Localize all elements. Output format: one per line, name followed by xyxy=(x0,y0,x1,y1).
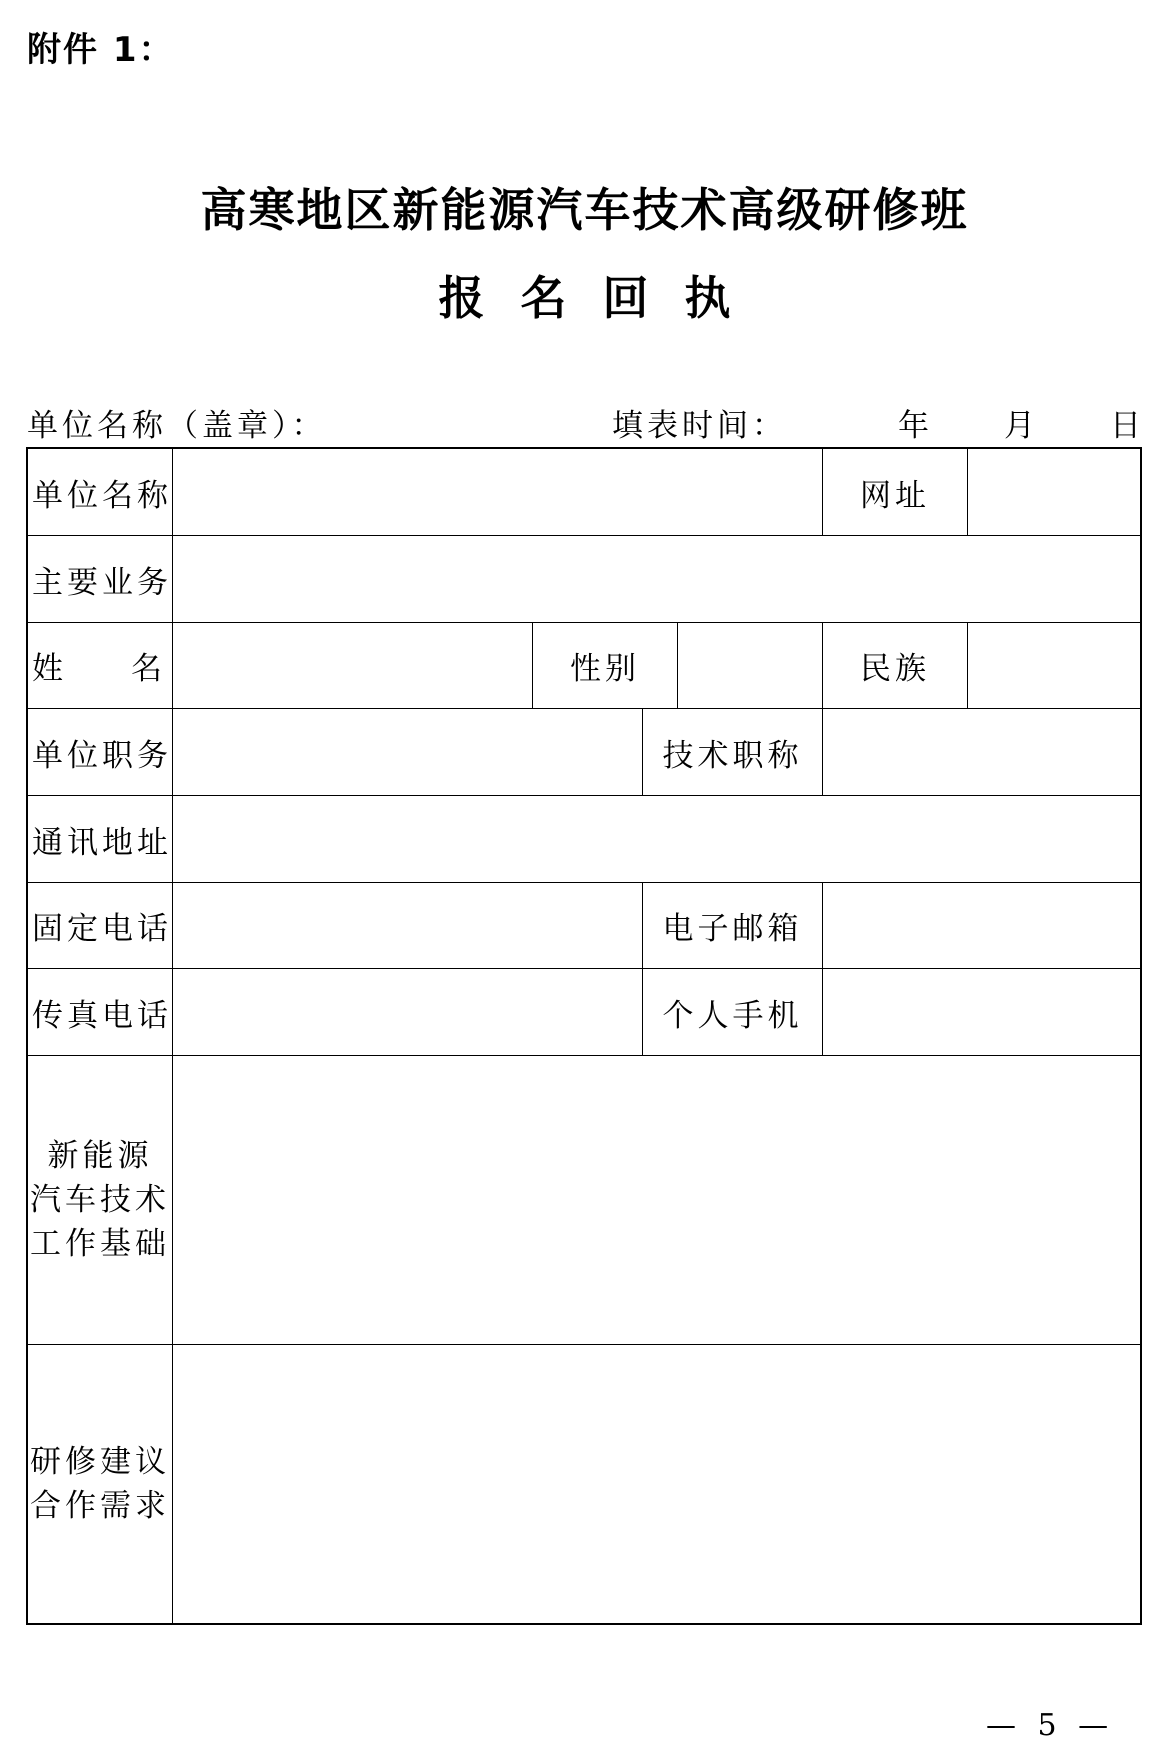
suggestions-label xyxy=(28,1345,173,1623)
position-label: 单位职务 xyxy=(28,709,173,796)
year-label: 年 xyxy=(898,408,933,444)
website-field[interactable] xyxy=(968,449,1140,536)
landline-field[interactable] xyxy=(173,883,643,969)
month-label: 月 xyxy=(1004,408,1039,444)
document-title: 高寒地区新能源汽车技术高级研修班 xyxy=(200,183,969,237)
unit-name-field[interactable] xyxy=(173,449,823,536)
suggestions-line1: 研修建议 xyxy=(30,1444,170,1480)
registration-form-table xyxy=(26,447,1142,1625)
nev-basis-field[interactable] xyxy=(173,1056,1140,1345)
ethnicity-label: 民族 xyxy=(823,623,968,709)
name-label-char2: 名 xyxy=(131,651,166,687)
day-label: 日 xyxy=(1110,408,1145,444)
page-number: — 5 — xyxy=(986,1708,1115,1743)
position-field[interactable] xyxy=(173,709,643,796)
unit-seal-label: 单位名称（盖章）： xyxy=(27,408,327,444)
nev-basis-line2: 汽车技术 xyxy=(30,1182,170,1218)
mobile-label: 个人手机 xyxy=(643,969,823,1056)
landline-label: 固定电话 xyxy=(28,883,173,969)
fill-time-label: 填表时间： xyxy=(612,408,787,444)
tech-title-label: 技术职称 xyxy=(643,709,823,796)
name-label-char1: 姓 xyxy=(32,651,67,687)
tech-title-field[interactable] xyxy=(823,709,1140,796)
fax-field[interactable] xyxy=(173,969,643,1056)
unit-name-label: 单位名称 xyxy=(28,449,173,536)
nev-basis-line3: 工作基础 xyxy=(30,1226,170,1262)
nev-basis-label xyxy=(28,1056,173,1345)
document-subtitle: 报名回执 xyxy=(438,271,767,325)
address-label: 通讯地址 xyxy=(28,796,173,883)
name-label xyxy=(28,623,173,709)
address-field[interactable] xyxy=(173,796,1140,883)
suggestions-field[interactable] xyxy=(173,1345,1140,1623)
name-field[interactable] xyxy=(173,623,533,709)
main-business-field[interactable] xyxy=(173,536,1140,623)
gender-field[interactable] xyxy=(678,623,823,709)
gender-label: 性别 xyxy=(533,623,678,709)
nev-basis-line1: 新能源 xyxy=(47,1138,153,1174)
main-business-label: 主要业务 xyxy=(28,536,173,623)
email-field[interactable] xyxy=(823,883,1140,969)
suggestions-line2: 合作需求 xyxy=(30,1488,170,1524)
website-label: 网址 xyxy=(823,449,968,536)
fax-label: 传真电话 xyxy=(28,969,173,1056)
attachment-label: 附件 1： xyxy=(27,30,175,70)
mobile-field[interactable] xyxy=(823,969,1140,1056)
email-label: 电子邮箱 xyxy=(643,883,823,969)
ethnicity-field[interactable] xyxy=(968,623,1140,709)
